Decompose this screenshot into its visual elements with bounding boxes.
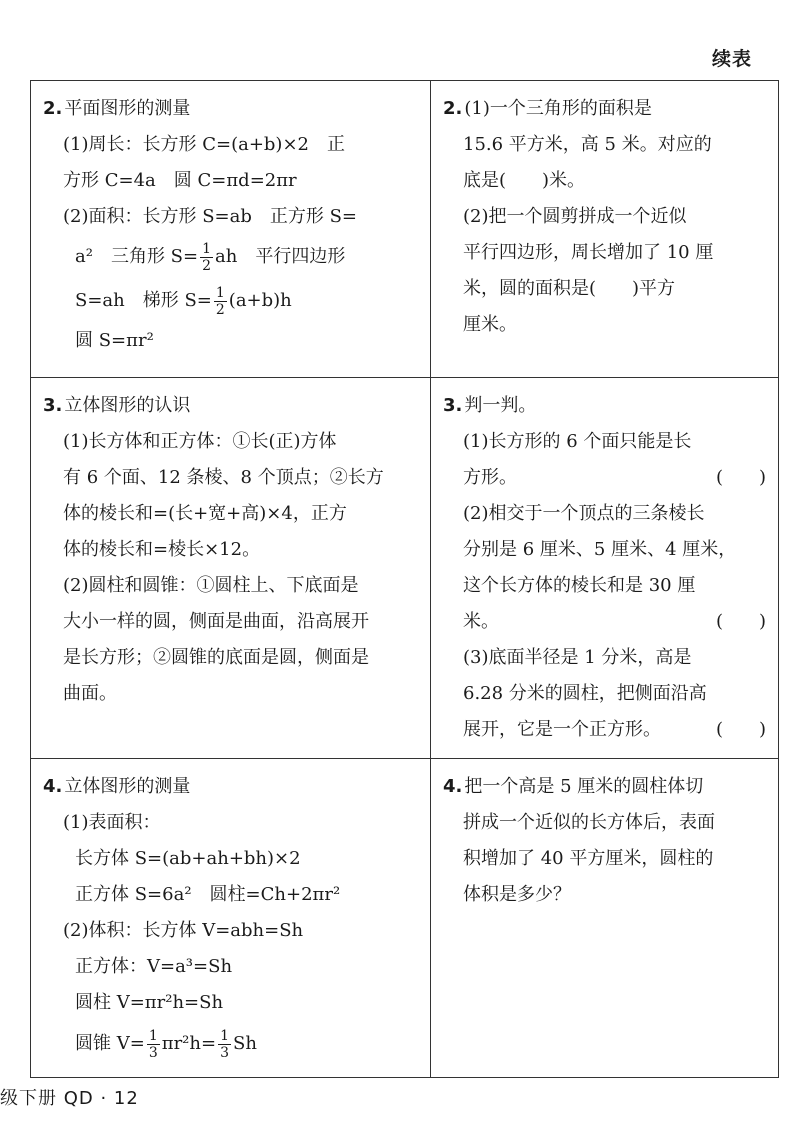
section-number: 3.: [43, 395, 63, 416]
formula-text: 圆锥 V=: [75, 1033, 145, 1054]
right-cell-question-2: [431, 81, 779, 378]
formula-text: a² 三角形 S=: [75, 246, 199, 267]
formula-line: 方形 C=4a 圆 C=πd=2πr: [63, 170, 297, 191]
formula-line: (1)周长：长方形 C=(a+b)×2 正: [63, 134, 345, 155]
text-line: 体的棱长和=(长+宽+高)×4，正方: [63, 503, 347, 524]
denominator: 2: [215, 301, 225, 318]
formula-text: ah 平行四边形: [215, 246, 346, 267]
question-text: 方形。: [463, 467, 517, 488]
numerator: 1: [148, 1027, 158, 1044]
formula-text: πr²h=: [161, 1033, 217, 1054]
numerator: 1: [202, 240, 212, 257]
section-heading: [43, 769, 418, 805]
formula-text: S=ah 梯形 S=: [75, 290, 212, 311]
question-line: [443, 712, 766, 748]
question-line: 6.28 分米的圆柱，把侧面沿高: [463, 683, 707, 704]
formula-text: Sh: [232, 1033, 257, 1054]
question-line: (2)相交于一个顶点的三条棱长: [463, 503, 705, 524]
question-line: 积增加了 40 平方厘米，圆柱的: [463, 848, 714, 869]
section-number: 4.: [43, 776, 63, 797]
formula-text: (a+b)h: [228, 290, 292, 311]
formula-line: 圆柱 V=πr²h=Sh: [75, 992, 224, 1013]
section-title: 立体图形的测量: [64, 776, 191, 797]
right-cell-question-4: [431, 759, 779, 1078]
question-line: 这个长方体的棱长和是 30 厘: [463, 575, 696, 596]
fraction-one-half: [214, 285, 227, 318]
summary-table: [30, 80, 779, 1078]
denominator: 3: [220, 1044, 229, 1061]
question-line: [443, 604, 766, 640]
question-line: [443, 91, 766, 127]
fraction-one-half: [200, 241, 213, 274]
left-cell-solid-recognition: [31, 378, 431, 759]
section-heading: [43, 91, 418, 127]
question-number: 2.: [443, 98, 463, 119]
formula-line: 正方体 S=6a² 圆柱=Ch+2πr²: [75, 884, 341, 905]
question-line: 拼成一个近似的长方体后，表面: [463, 812, 715, 833]
section-title: 立体图形的认识: [64, 395, 191, 416]
left-cell-plane-measure: [31, 81, 431, 378]
question-line: 米，圆的面积是( )平方: [463, 278, 676, 299]
formula-line: (2)体积：长方体 V=abh=Sh: [63, 920, 304, 941]
continued-label: 续表: [711, 48, 752, 70]
denominator: 3: [148, 1044, 158, 1061]
formula-line-trapezoid: [43, 279, 418, 323]
answer-blank[interactable]: ( ): [715, 719, 766, 740]
formula-line: 圆 S=πr²: [75, 330, 154, 351]
question-line: [443, 769, 766, 805]
answer-blank[interactable]: ( ): [715, 611, 766, 632]
question-number: 4.: [443, 776, 463, 797]
page-footer: 级下册 QD · 12: [0, 1088, 139, 1109]
text-line: 有 6 个面、12 条棱、8 个顶点；②长方: [63, 467, 384, 488]
question-text: (1)一个三角形的面积是: [464, 98, 652, 119]
section-title: 平面图形的测量: [64, 98, 191, 119]
question-line: 体积是多少？: [463, 884, 571, 905]
numerator: 1: [220, 1027, 229, 1044]
question-line: 厘米。: [463, 314, 517, 335]
question-line: 分别是 6 厘米、5 厘米、4 厘米，: [463, 539, 737, 560]
text-line: 大小一样的圆，侧面是曲面，沿高展开: [63, 611, 369, 632]
text-line: 是长方形；②圆锥的底面是圆，侧面是: [63, 647, 369, 668]
question-line: (1)长方形的 6 个面只能是长: [463, 431, 692, 452]
right-cell-question-3: [431, 378, 779, 759]
table-row: [31, 81, 779, 378]
fraction-one-third: [147, 1028, 160, 1061]
question-text: 展开，它是一个正方形。: [463, 719, 661, 740]
answer-blank[interactable]: ( ): [715, 467, 766, 488]
section-number: 2.: [43, 98, 63, 119]
text-line: (1)长方体和正方体：①长(正)方体: [63, 431, 337, 452]
text-line: 体的棱长和=棱长×12。: [63, 539, 261, 560]
table-row: [31, 759, 779, 1078]
question-text: 米。: [463, 611, 499, 632]
left-cell-solid-measure: [31, 759, 431, 1078]
question-line: 15.6 平方米，高 5 米。对应的: [463, 134, 712, 155]
formula-line-triangle: [43, 235, 418, 279]
question-line: 平行四边形，周长增加了 10 厘: [463, 242, 714, 263]
question-line: (2)把一个圆剪拼成一个近似: [463, 206, 687, 227]
formula-line: 正方体：V=a³=Sh: [75, 956, 233, 977]
text-line: (2)圆柱和圆锥：①圆柱上、下底面是: [63, 575, 359, 596]
table-row: [31, 378, 779, 759]
section-heading: [43, 388, 418, 424]
denominator: 2: [202, 257, 212, 274]
numerator: 1: [215, 284, 225, 301]
question-title: 判一判。: [464, 395, 537, 416]
question-text: 把一个高是 5 厘米的圆柱体切: [464, 776, 704, 797]
formula-line: (1)表面积：: [63, 812, 161, 833]
formula-line: 长方体 S=(ab+ah+bh)×2: [75, 848, 301, 869]
question-line: 底是( )米。: [463, 170, 586, 191]
formula-line-cone: [43, 1021, 418, 1067]
text-line: 曲面。: [63, 683, 117, 704]
formula-line: (2)面积：长方形 S=ab 正方形 S=: [63, 206, 358, 227]
question-line: [443, 460, 766, 496]
fraction-one-third: [218, 1028, 231, 1061]
question-line: (3)底面半径是 1 分米，高是: [463, 647, 692, 668]
question-heading: [443, 388, 766, 424]
question-number: 3.: [443, 395, 463, 416]
